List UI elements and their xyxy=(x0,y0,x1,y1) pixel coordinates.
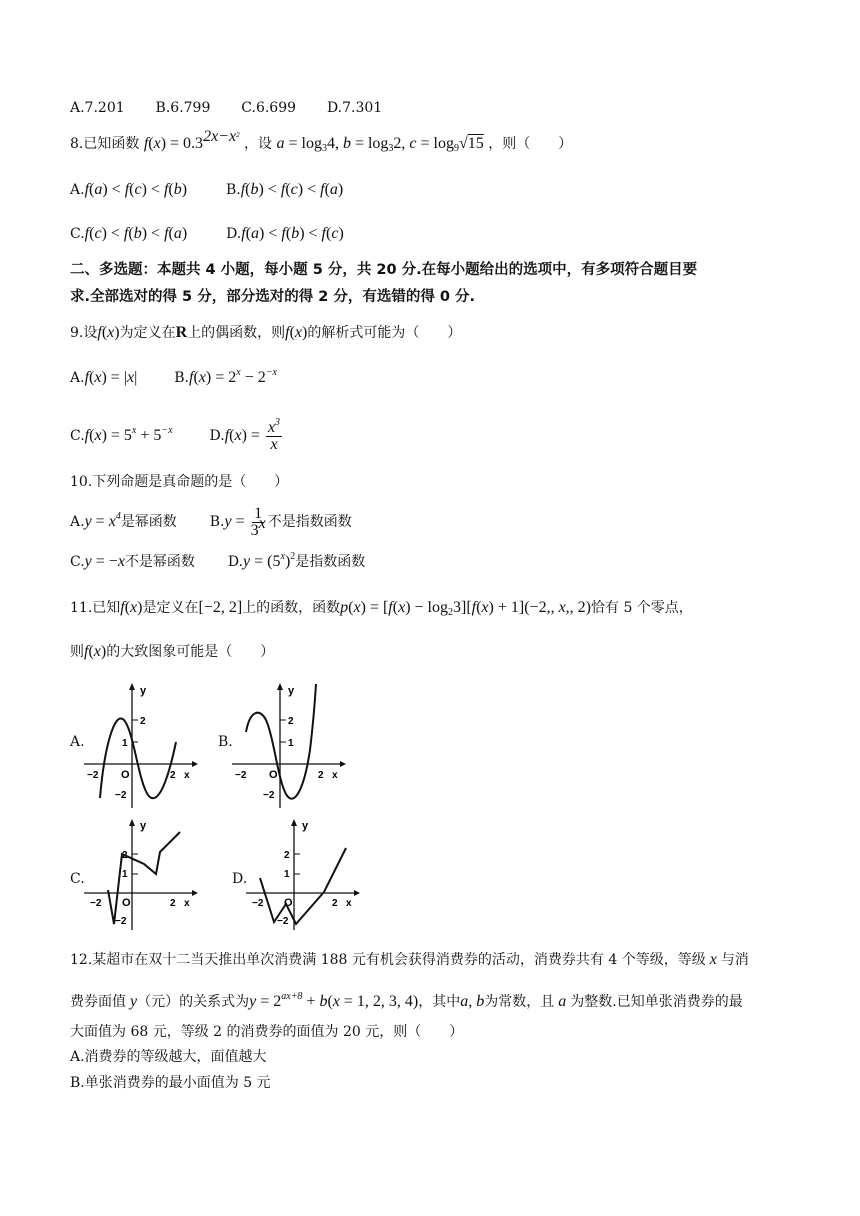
svg-text:2: 2 xyxy=(288,716,294,727)
section2-line2: 求.全部选对的得 5 分，部分选对的得 2 分，有选错的得 0 分. xyxy=(70,289,476,305)
section2-line1: 二、多选题：本题共 4 小题，每小题 5 分，共 20 分.在每小题给出的选项中，有多项符合题目要 xyxy=(70,262,698,278)
svg-text:−2: −2 xyxy=(277,916,289,927)
q12-line2: 费券面值 y（元）的关系式为$y = 2^{ax+8} + b(x = 1$, 2, 3, 4)，其中a, b为常数，且 a 为整数.已知单张消费券的最 xyxy=(70,991,743,1010)
svg-text:y: y xyxy=(288,685,295,697)
q7-option-a: A.7.201 xyxy=(70,100,125,116)
q12-line1: 12.某超市在双十二当天推出单次消费满 188 元有机会获得消费券的活动，消费券共有 4 个等级，等级 x 与消 xyxy=(70,951,749,968)
svg-text:1: 1 xyxy=(122,869,128,880)
q8-options-ab: A.f(a) < f(c) < f(b) B.f(b) < f(c) < f(a) xyxy=(70,181,344,198)
graph-a xyxy=(84,680,199,810)
q9-stem: 9.设f(x)为定义在R上的偶函数，则f(x)的解析式可能为（ ） xyxy=(70,324,462,341)
svg-text:−2: −2 xyxy=(87,770,99,781)
q10-stem: 10.下列命题是真命题的是（ ） xyxy=(70,474,289,490)
svg-text:y: y xyxy=(140,820,147,832)
graph-c xyxy=(84,818,199,933)
q12-option-b: B.单张消费券的最小面值为 5 元 xyxy=(70,1075,271,1091)
q8-stem: 8.已知函数 $f(x) = 0.3^{2x-x^2}$ ，设 $a = \log_34$, $b = \log_32$, $c = \log_9√15$ ，则（ ） xyxy=(70,128,573,154)
q10-options-cd: C.y = −x不是幂函数 $D.y = (5^x)^2$是指数函数 xyxy=(70,551,366,570)
q8-function: f xyxy=(143,135,149,152)
graph-b xyxy=(232,680,347,810)
svg-text:−2: −2 xyxy=(235,770,247,781)
svg-text:x: x xyxy=(184,898,190,909)
svg-text:2: 2 xyxy=(332,898,338,909)
svg-text:2: 2 xyxy=(318,770,324,781)
svg-text:−2: −2 xyxy=(252,898,264,909)
graph-a-label: A. xyxy=(70,734,85,750)
svg-text:−2: −2 xyxy=(115,790,127,801)
q9-options-ab: A.f(x) = |x| $B.f(x) = 2^x - 2^{-x}$ xyxy=(70,367,277,386)
svg-text:−2: −2 xyxy=(90,898,102,909)
svg-text:O: O xyxy=(269,769,278,781)
q12-option-a: A.消费券的等级越大，面值越大 xyxy=(70,1049,267,1065)
svg-text:−2: −2 xyxy=(263,790,275,801)
q9-options-cd: $C.f(x) = 5^x + 5^{-x}$ D.f(x) = $\frac{x^3}{x}$ xyxy=(70,417,281,453)
q11-stem-line2: 则f(x)的大致图象可能是（ ） xyxy=(70,643,275,660)
svg-text:2: 2 xyxy=(170,898,176,909)
q7-option-b: B.6.799 xyxy=(155,100,211,116)
q7-option-d: D.7.301 xyxy=(326,100,383,116)
svg-text:1: 1 xyxy=(284,869,290,880)
q7-option-c: C.6.699 xyxy=(241,100,297,116)
svg-text:y: y xyxy=(302,820,309,832)
svg-text:x: x xyxy=(332,770,338,781)
svg-text:y: y xyxy=(140,685,147,697)
q10-options-ab: $A.y = x^4$是幂函数 B.y = $\frac{1}{3^x}$ 不是指数函数 xyxy=(70,505,352,539)
q8-options-cd: C.f(c) < f(b) < f(a) D.f(a) < f(b) < f(c) xyxy=(70,225,344,242)
svg-text:O: O xyxy=(121,769,130,781)
svg-text:O: O xyxy=(122,897,131,909)
svg-text:x: x xyxy=(184,770,190,781)
svg-text:2: 2 xyxy=(170,770,176,781)
graph-b-label: B. xyxy=(218,734,233,750)
svg-text:2: 2 xyxy=(122,850,128,861)
svg-text:2: 2 xyxy=(284,850,290,861)
svg-text:x: x xyxy=(346,898,352,909)
q11-stem: 11.已知f(x)是定义在[−2, 2]上的函数，函数$p(x) = [f(x) - \log_23][f(x) + 1](-2$,, x,, 2)恰有 5 个零点， xyxy=(70,599,693,618)
q7-options xyxy=(70,98,382,118)
q12-line3: 大面值为 68 元，等级 2 的消费券的面值为 20 元，则（ ） xyxy=(70,1024,464,1040)
graph-c-label: C. xyxy=(70,871,85,887)
svg-text:1: 1 xyxy=(288,738,294,749)
svg-text:−2: −2 xyxy=(115,916,127,927)
q8-values: $a = \log_34$, $b = \log_32$, $c = \log_9√15$ xyxy=(276,135,484,154)
graph-d xyxy=(246,818,361,933)
graph-d-label: D. xyxy=(232,871,248,887)
svg-text:O: O xyxy=(284,897,293,909)
svg-text:2: 2 xyxy=(140,716,146,727)
svg-text:1: 1 xyxy=(122,738,128,749)
